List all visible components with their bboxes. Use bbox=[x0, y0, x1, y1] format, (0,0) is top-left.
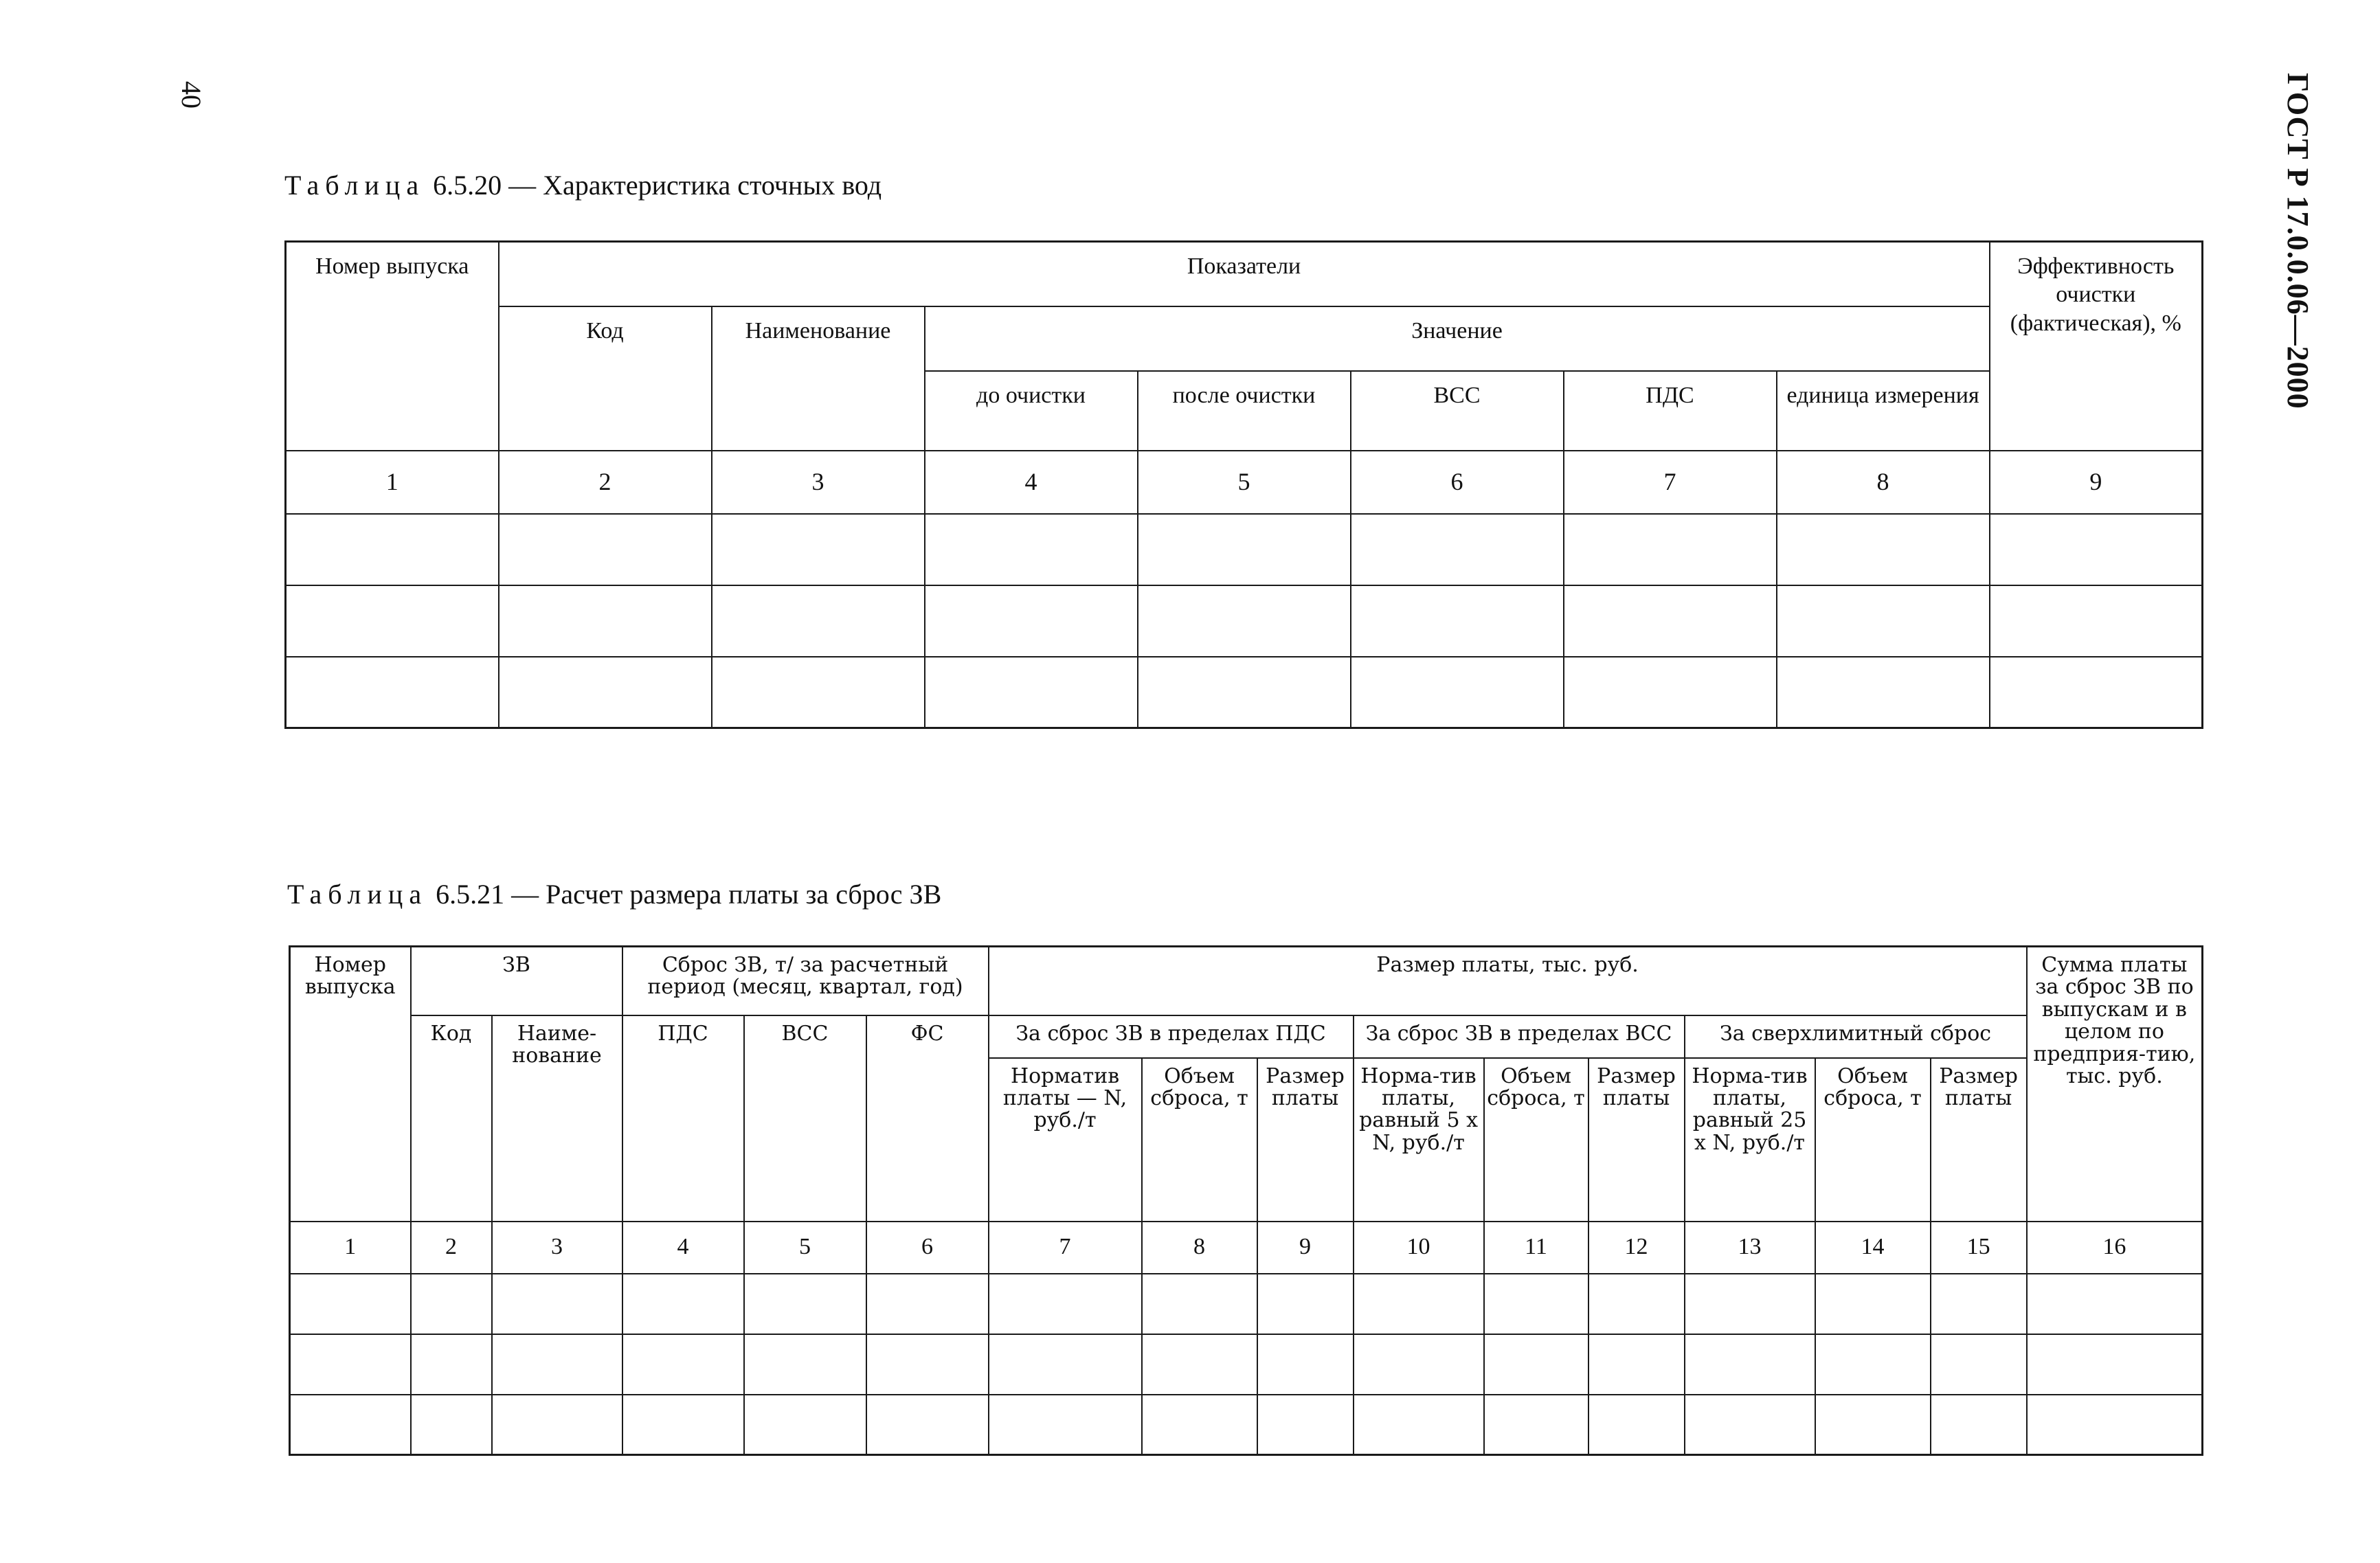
empty-cell bbox=[866, 1395, 989, 1455]
column-number-row bbox=[286, 451, 2203, 514]
empty-cell bbox=[1588, 1395, 1685, 1455]
empty-cell bbox=[1777, 657, 1990, 728]
header-vss: ВСС bbox=[744, 1015, 866, 1222]
header-payment: Размер платы bbox=[1588, 1058, 1685, 1222]
table2-caption-word: Таблица bbox=[287, 879, 428, 910]
header-norm-n: Норматив платы — N, руб./т bbox=[989, 1058, 1142, 1222]
empty-row bbox=[290, 1395, 2203, 1455]
empty-cell bbox=[1142, 1395, 1257, 1455]
header-indicators: Показатели bbox=[499, 242, 1990, 306]
column-number-row bbox=[290, 1222, 2203, 1274]
header-fs: ФС bbox=[866, 1015, 989, 1222]
header-total-sum: Сумма платы за сброс ЗВ по выпускам и в целом по предприя-тию, тыс. руб. bbox=[2027, 947, 2203, 1222]
empty-cell bbox=[2027, 1395, 2203, 1455]
standard-code: ГОСТ Р 17.0.0.06—2000 bbox=[2281, 73, 2315, 409]
empty-cell bbox=[866, 1334, 989, 1395]
column-number: 9 bbox=[1257, 1222, 1354, 1274]
column-number: 2 bbox=[411, 1222, 492, 1274]
empty-cell bbox=[499, 585, 712, 657]
empty-cell bbox=[1354, 1334, 1484, 1395]
empty-cell bbox=[411, 1334, 492, 1395]
empty-cell bbox=[1257, 1274, 1354, 1334]
column-number: 9 bbox=[1990, 451, 2203, 514]
empty-cell bbox=[2027, 1274, 2203, 1334]
table1-caption bbox=[284, 169, 882, 201]
column-number: 2 bbox=[499, 451, 712, 514]
empty-row bbox=[290, 1274, 2203, 1334]
empty-cell bbox=[744, 1395, 866, 1455]
empty-cell bbox=[866, 1274, 989, 1334]
empty-cell bbox=[744, 1274, 866, 1334]
empty-cell bbox=[1588, 1334, 1685, 1395]
empty-cell bbox=[1142, 1274, 1257, 1334]
empty-cell bbox=[925, 657, 1138, 728]
column-number: 7 bbox=[1564, 451, 1777, 514]
empty-cell bbox=[1685, 1334, 1815, 1395]
empty-cell bbox=[1354, 1395, 1484, 1455]
empty-cell bbox=[286, 514, 499, 585]
empty-cell bbox=[1351, 514, 1564, 585]
empty-cell bbox=[286, 657, 499, 728]
header-code: Код bbox=[499, 306, 712, 451]
header-value: Значение bbox=[925, 306, 1990, 371]
empty-cell bbox=[925, 585, 1138, 657]
header-pds: ПДС bbox=[1564, 371, 1777, 451]
column-number: 6 bbox=[1351, 451, 1564, 514]
header-before-treatment: до очистки bbox=[925, 371, 1138, 451]
empty-cell bbox=[1685, 1274, 1815, 1334]
table2 bbox=[289, 945, 2203, 1456]
header-vss: ВСС bbox=[1351, 371, 1564, 451]
empty-cell bbox=[1815, 1395, 1931, 1455]
empty-cell bbox=[1138, 585, 1351, 657]
empty-cell bbox=[1354, 1274, 1484, 1334]
column-number: 4 bbox=[925, 451, 1138, 514]
header-pds: ПДС bbox=[622, 1015, 744, 1222]
header-payment-size: Размер платы, тыс. руб. bbox=[989, 947, 2027, 1015]
header-release-number: Номер выпуска bbox=[286, 242, 499, 451]
header-norm-25n: Норма-тив платы, равный 25 x N, руб./т bbox=[1685, 1058, 1815, 1222]
empty-cell bbox=[1484, 1274, 1588, 1334]
empty-cell bbox=[1685, 1395, 1815, 1455]
empty-row bbox=[286, 585, 2203, 657]
header-over-limit: За сверхлимитный сброс bbox=[1685, 1015, 2027, 1058]
column-number: 15 bbox=[1931, 1222, 2027, 1274]
empty-cell bbox=[411, 1274, 492, 1334]
header-payment: Размер платы bbox=[1257, 1058, 1354, 1222]
header-within-vss: За сброс ЗВ в пределах ВСС bbox=[1354, 1015, 1685, 1058]
header-efficiency: Эффективность очистки (фактическая), % bbox=[1990, 242, 2203, 451]
header-zv: ЗВ bbox=[411, 947, 622, 1015]
empty-cell bbox=[1931, 1274, 2027, 1334]
empty-cell bbox=[1931, 1395, 2027, 1455]
column-number: 4 bbox=[622, 1222, 744, 1274]
empty-cell bbox=[1257, 1395, 1354, 1455]
empty-cell bbox=[1777, 514, 1990, 585]
header-within-pds: За сброс ЗВ в пределах ПДС bbox=[989, 1015, 1354, 1058]
column-number: 3 bbox=[492, 1222, 622, 1274]
header-volume: Объем сброса, т bbox=[1142, 1058, 1257, 1222]
empty-cell bbox=[712, 657, 925, 728]
empty-cell bbox=[744, 1334, 866, 1395]
empty-cell bbox=[989, 1334, 1142, 1395]
empty-cell bbox=[1564, 585, 1777, 657]
column-number: 5 bbox=[744, 1222, 866, 1274]
column-number: 6 bbox=[866, 1222, 989, 1274]
empty-cell bbox=[2027, 1334, 2203, 1395]
header-unit: единица измерения bbox=[1777, 371, 1990, 451]
empty-cell bbox=[622, 1395, 744, 1455]
empty-cell bbox=[492, 1395, 622, 1455]
empty-cell bbox=[712, 585, 925, 657]
empty-cell bbox=[622, 1334, 744, 1395]
empty-cell bbox=[290, 1395, 411, 1455]
empty-row bbox=[286, 657, 2203, 728]
empty-cell bbox=[1564, 514, 1777, 585]
empty-cell bbox=[492, 1334, 622, 1395]
empty-cell bbox=[1815, 1274, 1931, 1334]
column-number: 1 bbox=[290, 1222, 411, 1274]
empty-cell bbox=[1815, 1334, 1931, 1395]
empty-cell bbox=[989, 1274, 1142, 1334]
column-number: 3 bbox=[712, 451, 925, 514]
column-number: 12 bbox=[1588, 1222, 1685, 1274]
empty-cell bbox=[1777, 585, 1990, 657]
empty-cell bbox=[1351, 585, 1564, 657]
empty-cell bbox=[286, 585, 499, 657]
column-number: 5 bbox=[1138, 451, 1351, 514]
empty-cell bbox=[1138, 514, 1351, 585]
table2-caption-text: 6.5.21 — Расчет размера платы за сброс ЗВ bbox=[436, 879, 942, 910]
header-name: Наименование bbox=[712, 306, 925, 451]
column-number: 1 bbox=[286, 451, 499, 514]
table2-caption bbox=[287, 878, 941, 910]
empty-cell bbox=[1484, 1395, 1588, 1455]
page-number: 40 bbox=[176, 81, 207, 109]
header-after-treatment: после очистки bbox=[1138, 371, 1351, 451]
empty-cell bbox=[1990, 657, 2203, 728]
empty-cell bbox=[1564, 657, 1777, 728]
table1-caption-text: 6.5.20 — Характеристика сточных вод bbox=[433, 170, 882, 201]
empty-row bbox=[290, 1334, 2203, 1395]
empty-cell bbox=[1142, 1334, 1257, 1395]
column-number: 8 bbox=[1142, 1222, 1257, 1274]
empty-cell bbox=[1257, 1334, 1354, 1395]
column-number: 11 bbox=[1484, 1222, 1588, 1274]
empty-cell bbox=[1990, 514, 2203, 585]
empty-cell bbox=[1588, 1274, 1685, 1334]
column-number: 10 bbox=[1354, 1222, 1484, 1274]
empty-row bbox=[286, 514, 2203, 585]
empty-cell bbox=[290, 1334, 411, 1395]
header-code: Код bbox=[411, 1015, 492, 1222]
column-number: 8 bbox=[1777, 451, 1990, 514]
column-number: 13 bbox=[1685, 1222, 1815, 1274]
header-name: Наиме-нование bbox=[492, 1015, 622, 1222]
empty-cell bbox=[499, 514, 712, 585]
column-number: 7 bbox=[989, 1222, 1142, 1274]
header-payment: Размер платы bbox=[1931, 1058, 2027, 1222]
empty-cell bbox=[925, 514, 1138, 585]
header-volume: Объем сброса, т bbox=[1815, 1058, 1931, 1222]
empty-cell bbox=[411, 1395, 492, 1455]
empty-cell bbox=[1484, 1334, 1588, 1395]
empty-cell bbox=[712, 514, 925, 585]
empty-cell bbox=[1990, 585, 2203, 657]
table1 bbox=[284, 240, 2203, 729]
empty-cell bbox=[1351, 657, 1564, 728]
empty-cell bbox=[1138, 657, 1351, 728]
table1-caption-word: Таблица bbox=[284, 170, 425, 201]
header-volume: Объем сброса, т bbox=[1484, 1058, 1588, 1222]
empty-cell bbox=[499, 657, 712, 728]
header-norm-5n: Норма-тив платы, равный 5 x N, руб./т bbox=[1354, 1058, 1484, 1222]
empty-cell bbox=[989, 1395, 1142, 1455]
empty-cell bbox=[622, 1274, 744, 1334]
empty-cell bbox=[492, 1274, 622, 1334]
column-number: 16 bbox=[2027, 1222, 2203, 1274]
empty-cell bbox=[290, 1274, 411, 1334]
header-release-number: Номер выпуска bbox=[290, 947, 411, 1222]
empty-cell bbox=[1931, 1334, 2027, 1395]
header-discharge: Сброс ЗВ, т/ за расчетный период (месяц, квартал, год) bbox=[622, 947, 989, 1015]
column-number: 14 bbox=[1815, 1222, 1931, 1274]
